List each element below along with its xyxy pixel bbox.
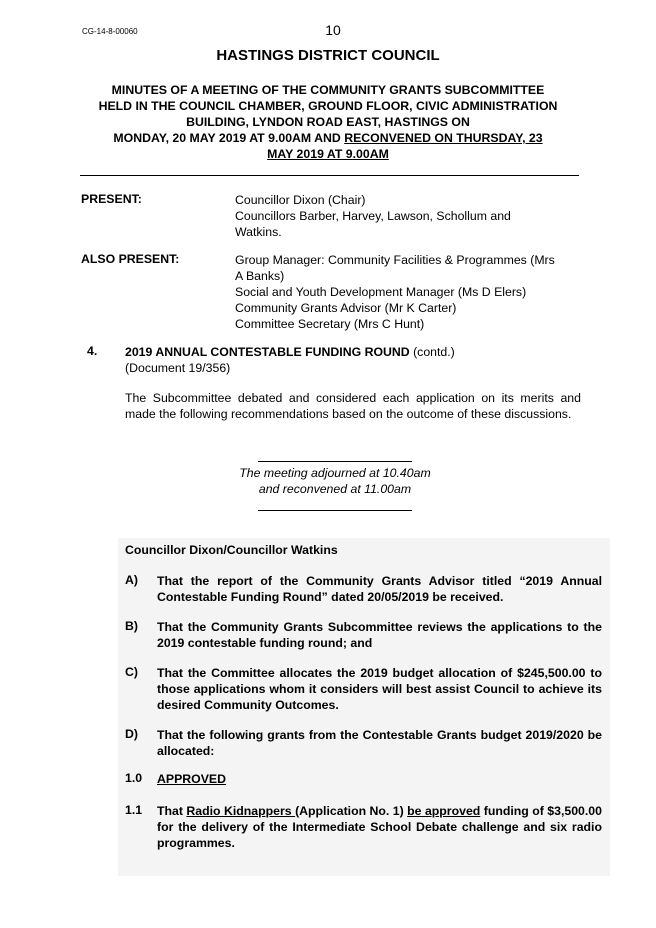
present-line: Watkins.	[235, 225, 282, 239]
also-present-list	[235, 252, 585, 332]
section-number: 1.0	[125, 771, 143, 785]
clause-text: That the Committee allocates the 2019 budget allocation of $245,500.00 to those applications whom it considers will best assist Council to achieve its desired Community Outcomes.	[157, 666, 602, 712]
adjournment-line: and reconvened at 11.00am	[258, 482, 412, 496]
adjournment-line: The meeting adjourned at 10.40am	[239, 466, 431, 480]
heading-line-2: HELD IN THE COUNCIL CHAMBER, GROUND FLOOR, CIVIC ADMINISTRATION	[98, 99, 558, 113]
also-present-line: Group Manager: Community Facilities & Programmes (Mrs	[235, 253, 555, 267]
present-label: PRESENT:	[81, 192, 142, 206]
item-title-line	[125, 344, 565, 360]
resolution-mover: Councillor Dixon/Councillor Watkins	[125, 543, 338, 557]
item-number: 4.	[87, 344, 98, 358]
section-title-wrap	[157, 771, 602, 787]
sub-clause-text	[157, 803, 602, 851]
meeting-heading	[76, 82, 580, 162]
item-title: 2019 ANNUAL CONTESTABLE FUNDING ROUND	[125, 345, 410, 359]
also-present-line: A Banks)	[235, 269, 285, 283]
applicant-name: Radio Kidnappers	[186, 804, 296, 818]
sub-clause-part: That	[157, 804, 187, 818]
section-title: APPROVED	[157, 772, 227, 786]
clause-letter: D)	[125, 727, 138, 741]
heading-reconvened: RECONVENED ON THURSDAY, 23	[344, 131, 543, 145]
clause-letter: C)	[125, 665, 138, 679]
clause-letter: B)	[125, 619, 138, 633]
present-line: Councillors Barber, Harvey, Lawson, Schollum and	[235, 209, 511, 223]
adjourn-rule-bottom	[258, 510, 412, 511]
sub-clause-number: 1.1	[125, 803, 143, 817]
clause-letter: A)	[125, 573, 138, 587]
item-title-suffix: (contd.)	[409, 345, 455, 359]
document-id: CG-14-8-00060	[82, 27, 138, 36]
clause-text: That the following grants from the Contestable Grants budget 2019/2020 be allocated:	[157, 728, 602, 758]
adjourn-rule-top	[258, 461, 412, 462]
heading-divider	[80, 175, 579, 176]
present-list	[235, 192, 585, 240]
heading-date: MONDAY, 20 MAY 2019 AT 9.00AM AND	[113, 131, 345, 145]
item-document-ref: (Document 19/356)	[125, 361, 231, 375]
heading-line-4	[76, 130, 580, 146]
also-present-line: Committee Secretary (Mrs C Hunt)	[235, 317, 425, 331]
also-present-line: Community Grants Advisor (Mr K Carter)	[235, 301, 457, 315]
item-title-block	[125, 344, 565, 376]
sub-clause-part: funding of $3,500.00 for the delivery of the Intermediate School Debate challenge and six radio programmes.	[157, 804, 602, 850]
heading-line-1: MINUTES OF A MEETING OF THE COMMUNITY GRANTS SUBCOMMITTEE	[111, 83, 545, 97]
present-line: Councillor Dixon (Chair)	[235, 193, 366, 207]
heading-line-5	[76, 146, 580, 162]
sub-clause-part: (Application No. 1)	[295, 804, 408, 818]
clause-text: That the Community Grants Subcommittee reviews the applications to the 2019 contestable funding round; and	[157, 620, 602, 650]
page-number: 10	[325, 22, 341, 38]
adjournment-note	[200, 465, 470, 497]
heading-reconvened-date: MAY 2019 AT 9.00AM	[267, 147, 389, 161]
clause-text: That the report of the Community Grants Advisor titled “2019 Annual Contestable Funding Round” dated 20/05/2019 be received.	[157, 574, 602, 604]
also-present-line: Social and Youth Development Manager (Ms D Elers)	[235, 285, 527, 299]
item-paragraph: The Subcommittee debated and considered each application on its merits and made the following recommendations based on the outcome of these discussions.	[125, 391, 581, 421]
approved-phrase: be approved	[407, 804, 481, 818]
heading-line-3: BUILDING, LYNDON ROAD EAST, HASTINGS ON	[186, 115, 470, 129]
also-present-label: ALSO PRESENT:	[81, 252, 180, 266]
council-name: HASTINGS DISTRICT COUNCIL	[216, 47, 440, 64]
